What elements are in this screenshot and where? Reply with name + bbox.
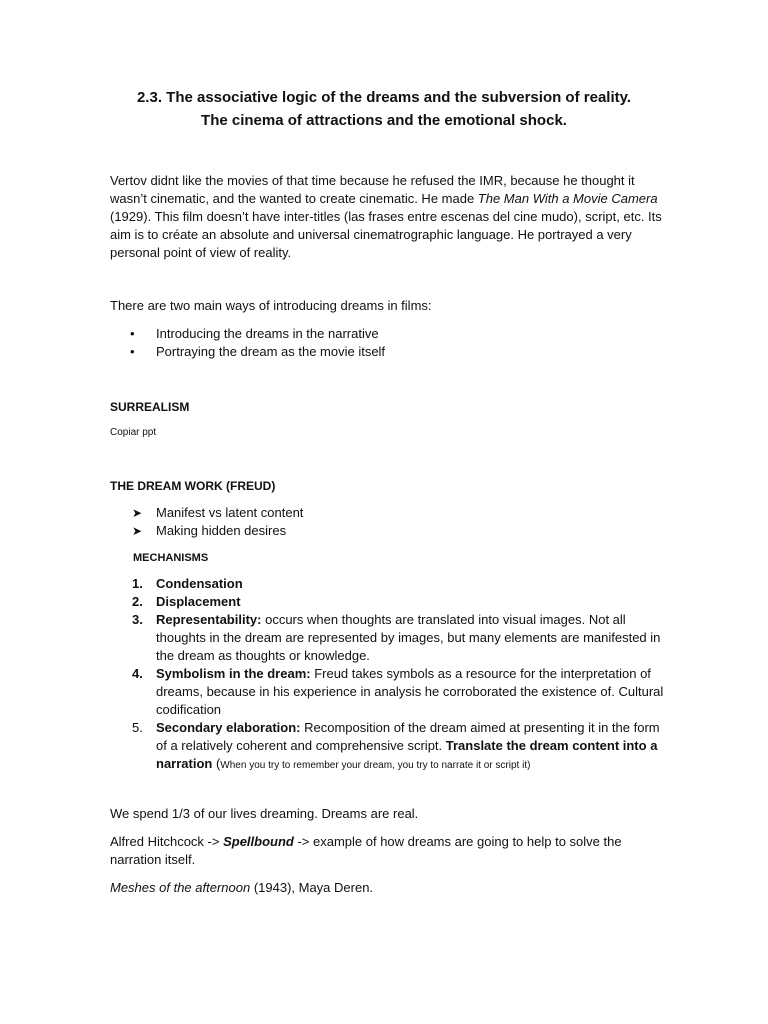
intro-text-1: Vertov didnt like the movies of that time because he refused the IMR, because he thought it wasn’t cinematic, and the wanted to create cinematic. He made xyxy=(110,173,635,206)
film-title: The Man With a Movie Camera xyxy=(477,191,658,206)
closing-line-1: We spend 1/3 of our lives dreaming. Dreams are real. xyxy=(110,806,419,821)
arrow-bullet-icon: ➤ xyxy=(132,506,143,520)
surrealism-section xyxy=(110,398,670,442)
hitchcock-post: -> example of how dreams are going to help to solve the narration itself. xyxy=(110,834,622,867)
mechanism-text: Recomposition of the dream aimed at presenting it in the form of a relatively coherent and comprehensive script. xyxy=(156,720,660,753)
mechanism-term: Symbolism in the dream: xyxy=(156,666,311,681)
mechanism-term: Displacement xyxy=(156,594,241,609)
dreams-intro xyxy=(110,297,670,315)
mechanism-bold-text: Translate the dream content into a narration xyxy=(156,738,658,771)
dream-work-section xyxy=(110,477,670,775)
list-item xyxy=(110,504,670,522)
list-number: 1. xyxy=(132,576,143,591)
hitchcock-paragraph xyxy=(110,833,670,869)
surrealism-heading: SURREALISM xyxy=(110,400,190,414)
list-item xyxy=(110,343,670,361)
dream-work-heading: THE DREAM WORK (FREUD) xyxy=(110,479,276,493)
mechanism-term: Representability: xyxy=(156,612,262,627)
surrealism-note: Copiar ppt xyxy=(110,427,157,438)
meshes-title: Meshes of the afternoon xyxy=(110,880,251,895)
title-line-2: The cinema of attractions and the emotional shock. xyxy=(201,112,567,129)
page-title xyxy=(0,86,768,132)
dreams-intro-text: There are two main ways of introducing dreams in films: xyxy=(110,298,432,313)
dream-ways-list xyxy=(110,325,670,361)
intro-text-2: (1929). This film doesn’t have inter-titles (las frases entre escenas del cine mudo), script, etc. Its aim is to créate an absolute and universal cinematrographic language. He portrayed a very personal point of view of reality. xyxy=(110,209,662,260)
mechanism-item xyxy=(110,665,670,719)
meshes-post: (1943), Maya Deren. xyxy=(250,880,374,895)
mechanism-item xyxy=(110,611,670,665)
list-number: 2. xyxy=(132,594,143,609)
intro-paragraph xyxy=(110,172,670,262)
list-item xyxy=(110,325,670,343)
mechanism-item xyxy=(110,575,670,593)
bullet-icon: • xyxy=(130,344,135,359)
list-item-text: Making hidden desires xyxy=(156,523,287,538)
list-item xyxy=(110,522,670,540)
mechanism-item xyxy=(110,593,670,611)
hitchcock-pre: Alfred Hitchcock -> xyxy=(110,834,224,849)
mechanism-text: occurs when thoughts are translated into visual images. Not all thoughts in the dream are represented by images, but many elements are manifested in the dream as thoughts or knowledge. xyxy=(156,612,661,663)
list-item-text: Manifest vs latent content xyxy=(156,505,304,520)
spellbound-title: Spellbound xyxy=(223,834,294,849)
arrow-bullet-icon: ➤ xyxy=(132,524,143,538)
closing-section xyxy=(110,805,670,897)
mechanism-item xyxy=(110,719,670,775)
list-number: 3. xyxy=(132,612,143,627)
mechanism-term: Secondary elaboration: xyxy=(156,720,301,735)
mechanism-small-note: When you try to remember your dream, you try to narrate it or script it) xyxy=(220,760,531,771)
meshes-paragraph xyxy=(110,879,670,897)
list-item-text: Introducing the dreams in the narrative xyxy=(156,326,379,341)
bullet-icon: • xyxy=(130,326,135,341)
mechanism-text: Freud takes symbols as a resource for the interpretation of dreams, because in his experience in analysis he corroborated the existence of. Cultural codification xyxy=(156,666,664,717)
mechanisms-heading: MECHANISMS xyxy=(133,552,209,564)
list-number: 5. xyxy=(132,720,143,735)
title-line-1: 2.3. The associative logic of the dreams and the subversion of reality. xyxy=(136,89,632,106)
list-number: 4. xyxy=(132,666,143,681)
mechanism-term: Condensation xyxy=(156,576,243,591)
list-item-text: Portraying the dream as the movie itself xyxy=(156,344,386,359)
paren-open: ( xyxy=(212,756,221,771)
